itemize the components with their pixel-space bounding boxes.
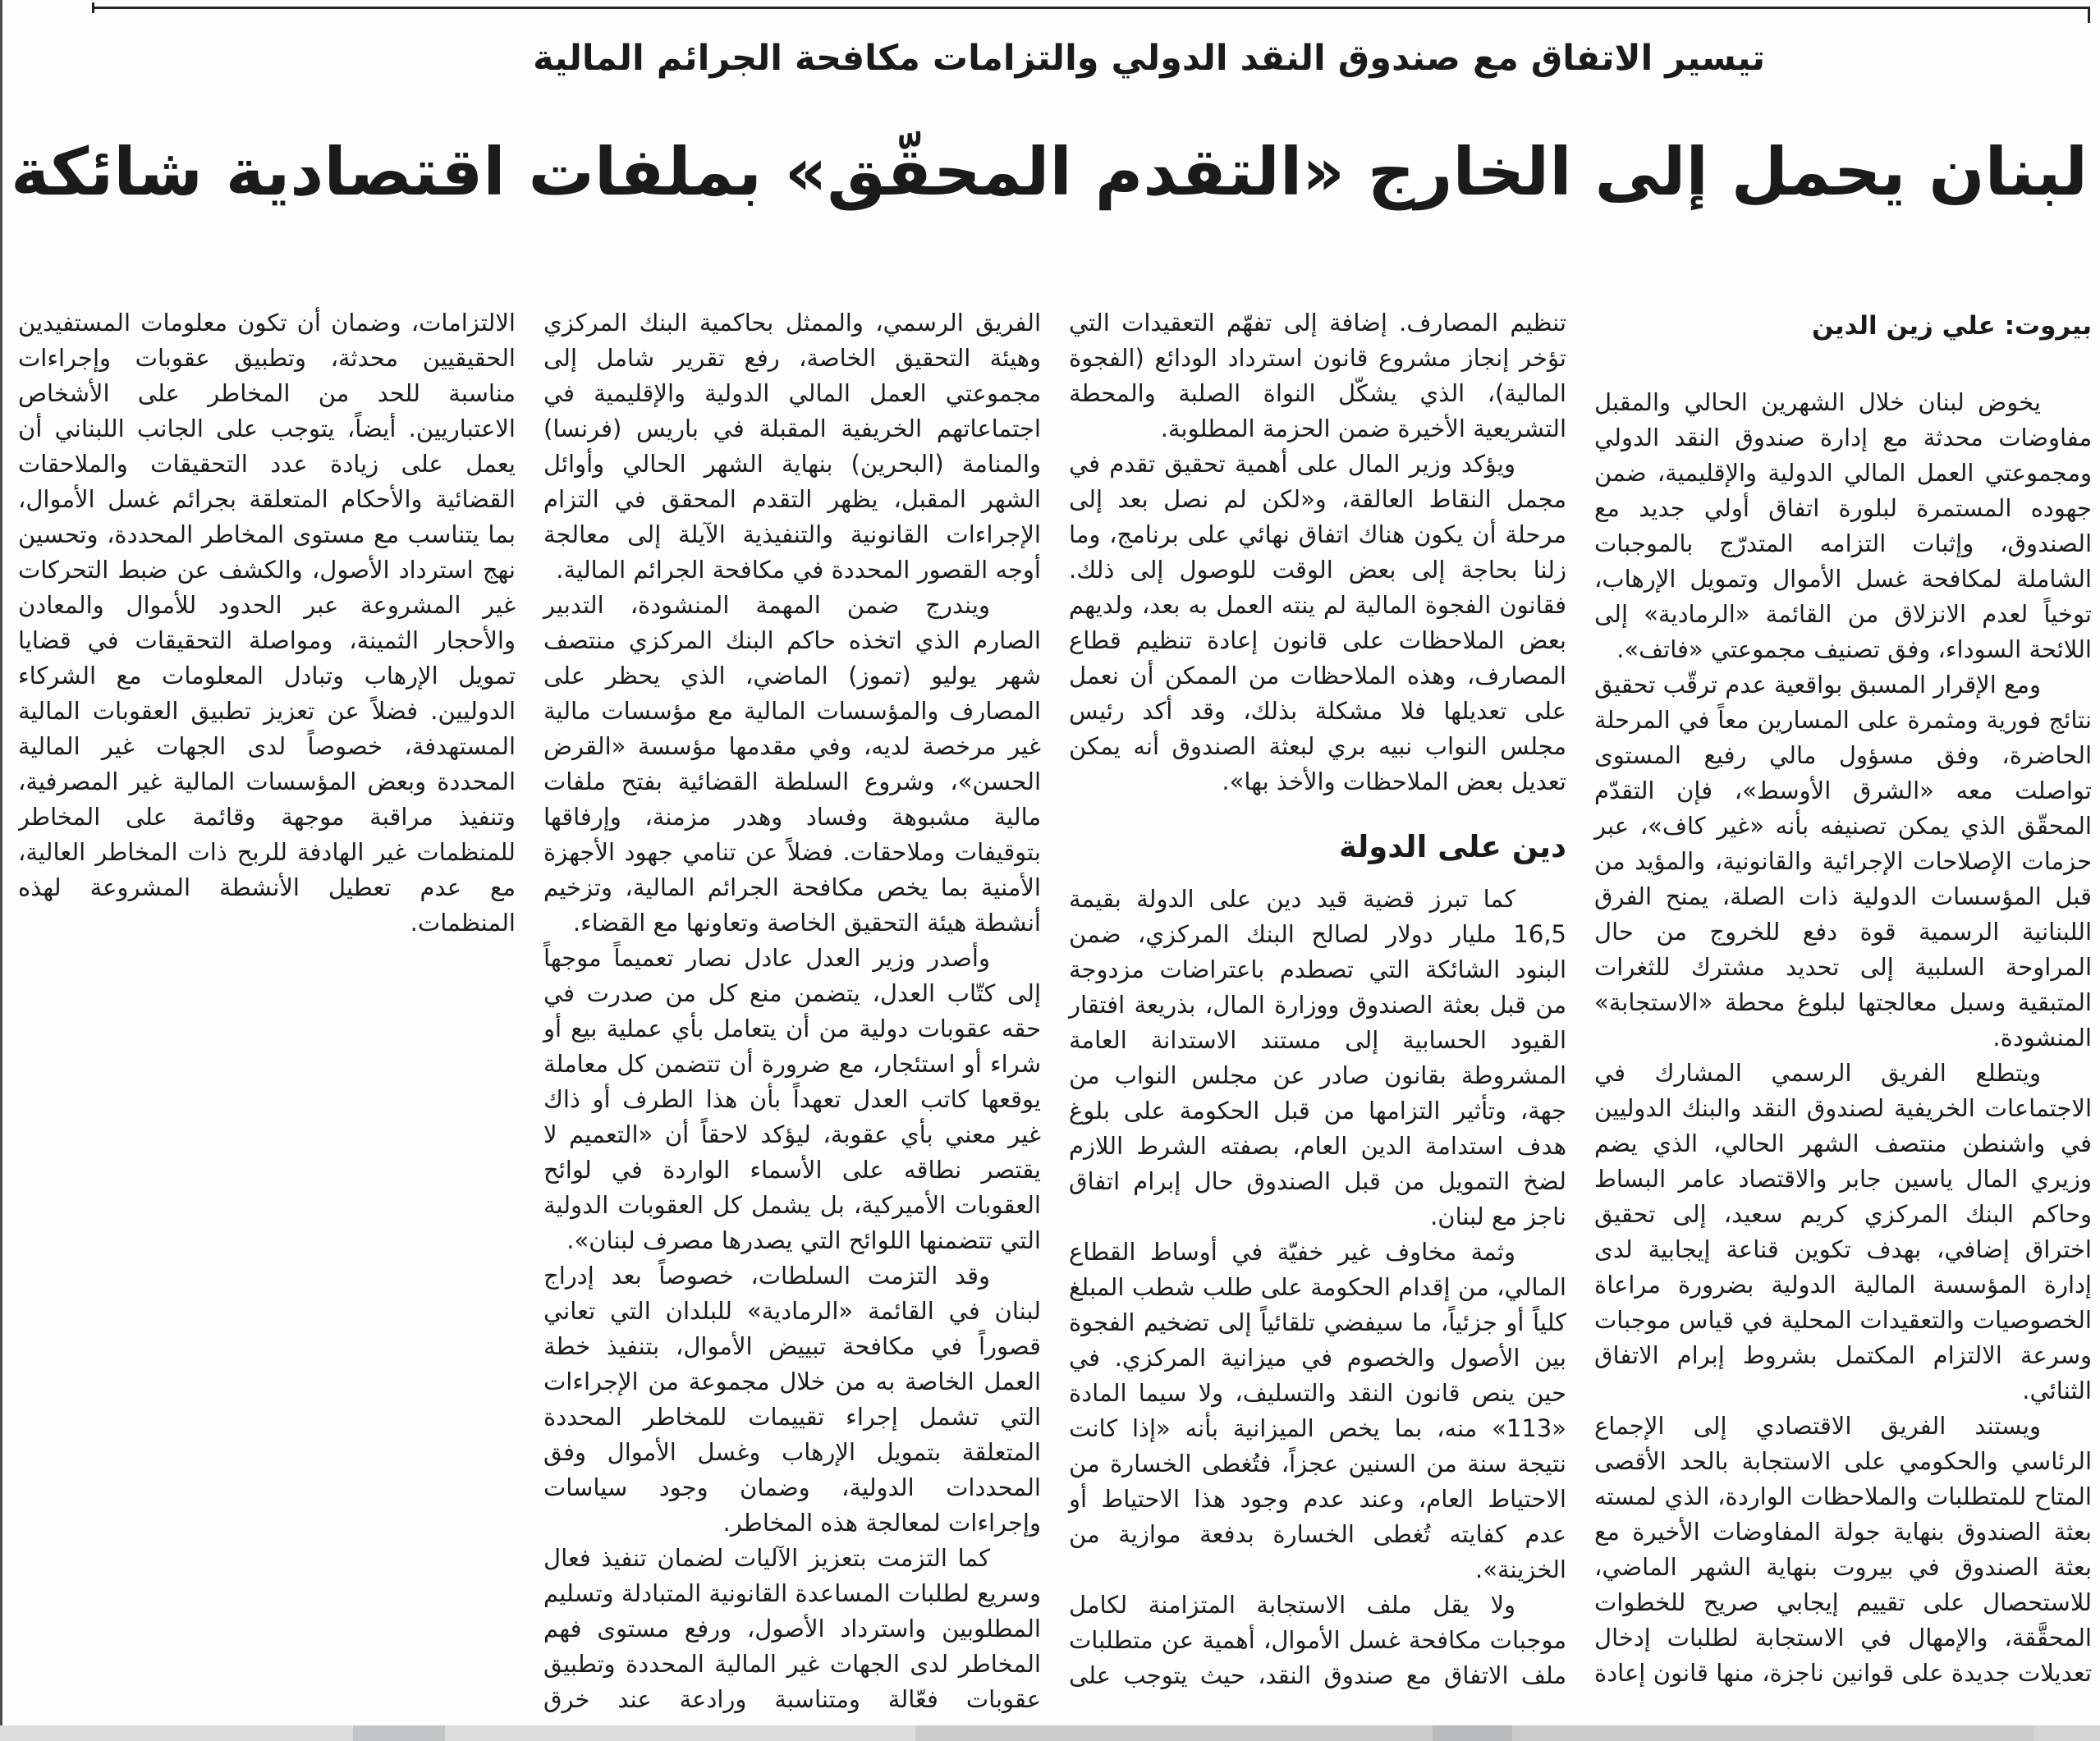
scrollbar-segment[interactable] — [2034, 1725, 2100, 1741]
scrollbar-segment[interactable] — [915, 1725, 1433, 1741]
kicker: تيسير الاتفاق مع صندوق النقد الدولي والتزامات مكافحة الجرائم المالية — [533, 38, 1765, 79]
article-paragraph: ويندرج ضمن المهمة المنشودة، التدبير الصارم الذي اتخذه حاكم البنك المركزي منتصف شهر يوليو (تموز) الماضي، الذي يحظر على المصارف والمؤسسات المالية مع مؤسسات مالية غير مرخصة لديه، وفي مقدمها مؤسسة «القرض الحسن»، وشروع السلطة القضائية بفتح ملفات مالية مشبوهة وفساد وهدر مزمنة، وإرفاقها بتوقيفات وملاحقات. فضلاً عن تنامي جهود الأجهزة الأمنية بما يخص مكافحة الجرائم المالية، وتزخيم أنشطة هيئة التحقيق الخاصة وتعاونها مع القضاء. — [543, 591, 1041, 937]
article-paragraph: ومع الإقرار المسبق بواقعية عدم ترقّب تحقيق نتائج فورية ومثمرة على المسارين معاً في المرحلة الحاضرة، وفق مسؤول مالي رفيع المستوى تواصلت معه «الشرق الأوسط»، فإن التقدّم المحقّق الذي يمكن تصنيفه بأنه «غير كاف»، عبر حزمات الإصلاحات الإجرائية والقانونية، والمؤيد من قبل المؤسسات الدولية ذات الصلة، يمنح الفرق اللبنانية الرسمية قوة دفع للخروج من حال المراوحة السلبية إلى تحديد مشترك للثغرات المتبقية وسبل معالجتها لبلوغ محطة «الاستجابة» المنشودة. — [1594, 671, 2092, 1051]
article-paragraph: ويتطلع الفريق الرسمي المشارك في الاجتماعات الخريفية لصندوق النقد والبنك الدوليين في واشنطن منتصف الشهر الحالي، الذي يضم وزيري المال ياسين جابر والاقتصاد عامر البساط وحاكم البنك المركزي كريم سعيد، إلى تحقيق اختراق إضافي، بهدف تكوين قناعة إيجابية لدى إدارة المؤسسة المالية الدولية بضرورة مراعاة الخصوصيات والتعقيدات المحلية في قياس موجبات وسرعة الالتزام المكتمل بشروط إبرام الاتفاق الثنائي. — [1594, 1059, 2092, 1404]
bottom-scrollbar[interactable] — [0, 1725, 2100, 1741]
article-paragraph: وقد التزمت السلطات، خصوصاً بعد إدراج لبنان في القائمة «الرمادية» للبلدان التي تعاني قصوراً في مكافحة تبييض الأموال، بتنفيذ خطة العمل الخاصة به من خلال مجموعة من الإجراءات التي تشمل إجراء تقييمات للمخاطر المحددة المتعلقة بتمويل الإرهاب وغسل الأموال وفق المحددات الدولية، وضمان وجود سياسات وإجراءات لمعالجة هذه المخاطر. — [543, 1262, 1041, 1537]
article-paragraph: كما تبرز قضية قيد دين على الدولة بقيمة 16,5 مليار دولار لصالح البنك المركزي، ضمن البنود الشائكة التي تصطدم باعتراضات مزدوجة من قبل بعثة الصندوق ووزارة المال، بذريعة افتقار القيود الحسابية إلى مستند الاستدانة العامة المشروطة بقانون صادر عن مجلس النواب من جهة، وتأثير التزامها من قبل الحكومة على بلوغ هدف استدامة الدين العام، بصفته الشرط اللازم لضخ التمويل من قبل الصندوق حال إبرام اتفاق ناجز مع لبنان. — [1069, 885, 1566, 1231]
scrollbar-segment[interactable] — [353, 1725, 445, 1741]
article-paragraph: ويستند الفريق الاقتصادي إلى الإجماع الرئاسي والحكومي على الاستجابة بالحد الأقصى المتاح للمتطلبات والملاحظات الواردة، الذي لمسته بعثة الصندوق بنهاية جولة المفاوضات الأخيرة مع بعثة الصندوق في بيروت بنهاية الشهر الماضي، للاستحصال على تقييم إيجابي صريح للخطوات المحقَّقة، والإمهال في الاستجابة لطلبات إدخال تعديلات جديدة على قوانين ناجزة، منها قانون إعادة تنظيم المصارف. إضافة إلى تفهّم التعقيدات التي تؤخر إنجاز مشروع قانون استرداد الودائع (الفجوة المالية)، الذي يشكّل النواة الصلبة والمحطة التشريعية الأخيرة ضمن الحزمة المطلوبة. — [1069, 309, 2092, 1687]
article-paragraph: وثمة مخاوف غير خفيّة في أوساط القطاع المالي، من إقدام الحكومة على طلب شطب المبلغ كلياً أو جزئياً، ما سيفضي تلقائياً إلى تضخيم الفجوة بين الأصول والخصوم في ميزانية المركزي. في حين ينص قانون النقد والتسليف، ولا سيما المادة «113» منه، بما يخص الميزانية بأنه «إذا كانت نتيجة سنة من السنين عجزاً، فتُغطى الخسارة من الاحتياط العام، وعند عدم وجود هذا الاحتياط أو عدم كفايته تُغطى الخسارة بدفعة موازية من الخزينة». — [1069, 1238, 1566, 1584]
section-subhead: دين على الدولة — [1338, 829, 1566, 864]
byline: بيروت: علي زين الدين — [1811, 311, 2092, 341]
headline: لبنان يحمل إلى الخارج «التقدم المحقّق» بملفات اقتصادية شائكة — [11, 134, 2088, 210]
scrollbar-thumb[interactable] — [1433, 1725, 1512, 1741]
top-rule — [94, 7, 2090, 9]
scrollbar-segment[interactable] — [1512, 1725, 2034, 1741]
article-paragraph: ويؤكد وزير المال على أهمية تحقيق تقدم في مجمل النقاط العالقة، و«لكن لم نصل بعد إلى مرحلة أن يكون هناك اتفاق نهائي على برنامج، وما زلنا بحاجة إلى بعض الوقت للوصول إلى ذلك. فقانون الفجوة المالية لم ينته العمل به بعد، ولديهم بعض الملاحظات على قانون إعادة تنظيم قطاع المصارف، وهذه الملاحظات من الممكن أن نعمل على تعديلها فلا مشكلة بذلك، وقد أكد رئيس مجلس النواب نبيه بري لبعثة الصندوق أنه يمكن تعديل بعض الملاحظات والأخذ بها». — [1069, 450, 1566, 795]
article-body — [18, 305, 2092, 1720]
article-paragraph: يخوض لبنان خلال الشهرين الحالي والمقبل مفاوضات محدثة مع إدارة صندوق النقد الدولي ومجموعتي العمل المالي الدولية والإقليمية، ضمن جهوده المستمرة لبلورة اتفاق أولي جديد مع الصندوق، وإثبات التزامه المتدرّج بالموجبات الشاملة لمكافحة غسل الأموال وتمويل الإرهاب، توخياً لعدم الانزلاق من القائمة «الرمادية» إلى اللائحة السوداء، وفق تصنيف مجموعتي «فاتف». — [1594, 388, 2092, 663]
article-paragraph: كما التزمت بتعزيز الآليات لضمان تنفيذ فعال وسريع لطلبات المساعدة القانونية المتبادلة وتسليم المطلوبين واسترداد الأصول، ورفع مستوى فهم المخاطر لدى الجهات غير المالية المحددة وتطبيق عقوبات فعّالة ومتناسبة ورادعة عند خرق الالتزامات، وضمان أن تكون معلومات المستفيدين الحقيقيين محدثة، وتطبيق عقوبات وإجراءات مناسبة للحد من المخاطر على الأشخاص الاعتباريين. أيضاً، يتوجب على الجانب اللبناني أن يعمل على زيادة عدد التحقيقات والملاحقات القضائية والأحكام المتعلقة بجرائم غسل الأموال، بما يتناسب مع مستوى المخاطر المحددة، وتحسين نهج استرداد الأصول، والكشف عن ضبط التحركات غير المشروعة عبر الحدود للأموال والمعادن والأحجار الثمينة، ومواصلة التحقيقات في قضايا تمويل الإرهاب وتبادل المعلومات مع الشركاء الدوليين. فضلاً عن تعزيز تطبيق العقوبات المالية المستهدفة، خصوصاً لدى الجهات غير المالية المحددة وبعض المؤسسات المالية غير المصرفية، وتنفيذ مراقبة موجهة وقائمة على المخاطر للمنظمات غير الهادفة للربح ذات المخاطر العالية، مع عدم تعطيل الأنشطة المشروعة لهذه المنظمات. — [18, 309, 1041, 1713]
left-edge-rule — [0, 0, 2, 1741]
article-paragraph: وأصدر وزير العدل عادل نصار تعميماً موجهاً إلى كتّاب العدل، يتضمن منع كل من صدرت في حقه عقوبات دولية من أن يتعامل بأي عملية بيع أو شراء أو استئجار، مع ضرورة أن تتضمن كل معاملة يوقعها كاتب العدل تعهداً بأن هذا الطرف أو ذاك غير معني بأي عقوبة، ليؤكد لاحقاً أن «التعميم لا يقتصر نطاقه على الأسماء الواردة في لوائح العقوبات الأميركية، بل يشمل كل العقوبات الدولية التي تتضمنها اللوائح التي يصدرها مصرف لبنان». — [543, 944, 1041, 1254]
article-paragraph: ولا يقل ملف الاستجابة المتزامنة لكامل موجبات مكافحة غسل الأموال، أهمية عن متطلبات ملف الاتفاق مع صندوق النقد، حيث يتوجب على الفريق الرسمي، والممثل بحاكمية البنك المركزي وهيئة التحقيق الخاصة، رفع تقرير شامل إلى مجموعتي العمل المالي الدولية والإقليمية في اجتماعاتهم الخريفية المقبلة في باريس (فرنسا) والمنامة (البحرين) بنهاية الشهر الحالي وأوائل الشهر المقبل، يظهر التقدم المحقق في التزام الإجراءات القانونية والتنفيذية الآيلة إلى معالجة أوجه القصور المحددة في مكافحة الجرائم المالية. — [543, 309, 1566, 1690]
